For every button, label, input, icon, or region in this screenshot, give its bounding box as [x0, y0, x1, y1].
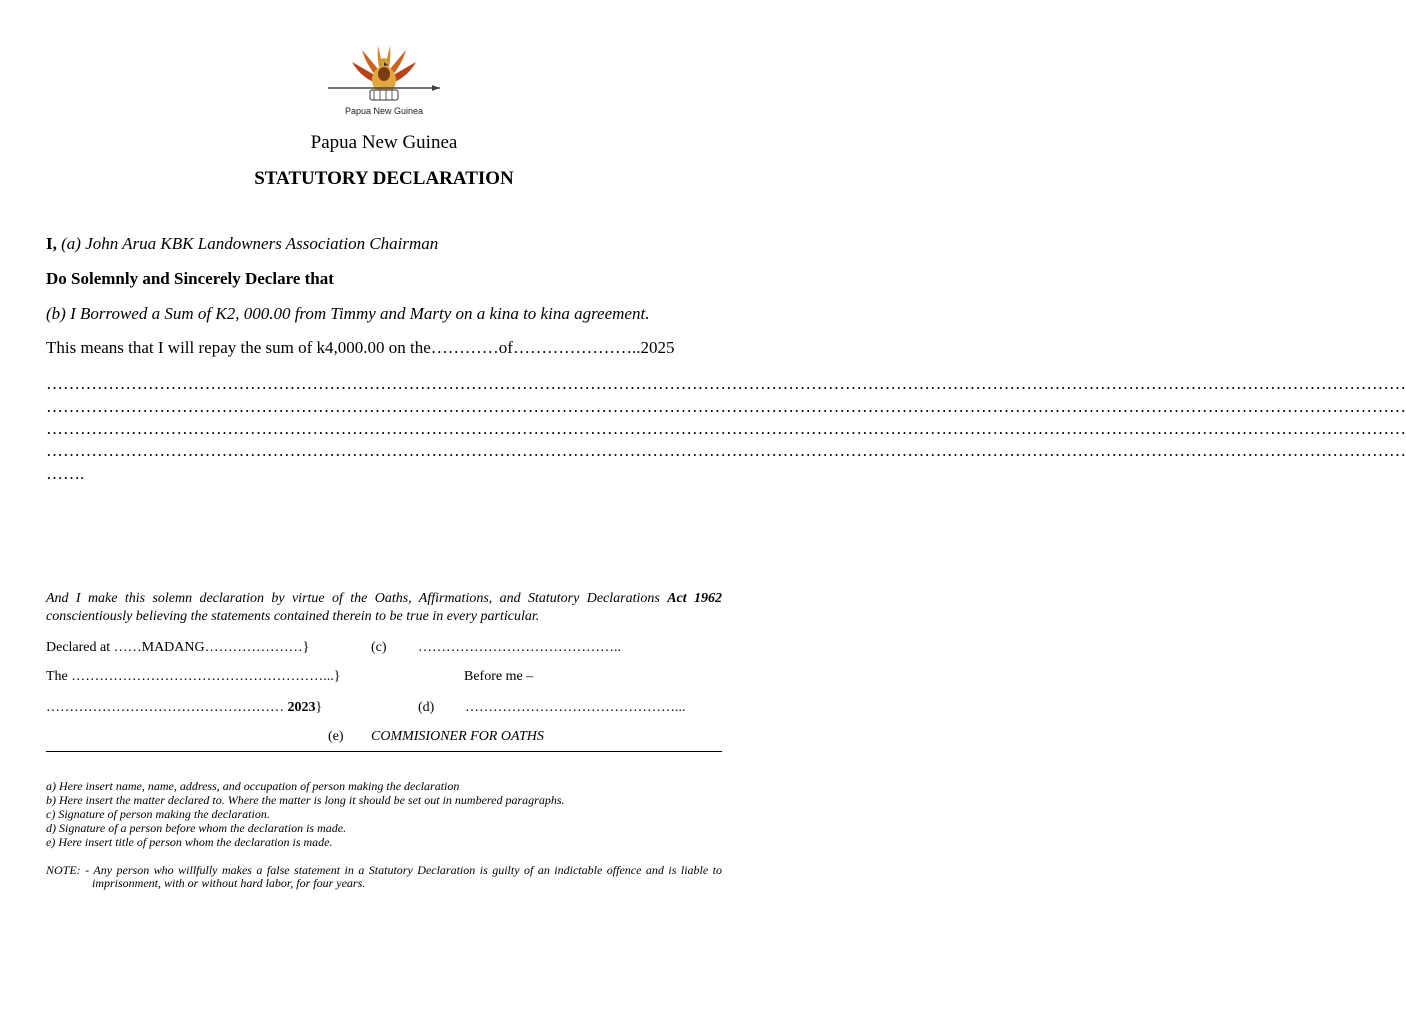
footnote: b) Here insert the matter declared to. Where the matter is long it should be set out in numbered paragraphs. [46, 793, 565, 807]
footnote: c) Signature of person making the declaration. [46, 807, 270, 821]
declarant-text: (a) John Arua KBK Landowners Association Chairman [61, 234, 439, 253]
commissioner-title: COMMISIONER FOR OATHS [371, 729, 544, 744]
year-line [46, 700, 322, 716]
divider [46, 751, 722, 752]
note-line-1: NOTE: - Any person who willfully makes a false statement in a Statutory Declaration is guilty of an indictable offence and is liable to [46, 863, 722, 877]
footnote: e) Here insert title of person whom the declaration is made. [46, 835, 333, 849]
footnotes [46, 779, 564, 849]
marker-e: (e) [328, 729, 344, 744]
year: 2023 [287, 700, 316, 715]
signature-d-dots: ………………………………………... [465, 700, 686, 715]
signature-c-dots: …………………………………….. [418, 640, 621, 655]
declared-matter: (b) I Borrowed a Sum of K2, 000.00 from Timmy and Marty on a kina to kina agreement. [46, 304, 650, 323]
legal-note [46, 864, 722, 890]
repayment-line: This means that I will repay the sum of k4,000.00 on the…………of…………………..2025 [46, 338, 675, 357]
note-line-2: imprisonment, with or without hard labor, for four years. [92, 876, 366, 890]
oath-act: Act 1962 [667, 591, 722, 606]
solemn-declare-line: Do Solemnly and Sincerely Declare that [46, 269, 334, 288]
emblem-caption: Papua New Guinea [344, 106, 424, 116]
document-title: STATUTORY DECLARATION [254, 168, 514, 189]
country-name: Papua New Guinea [310, 132, 458, 153]
dot-line: …………………………………………………………………………………………………………………………………………………………………………………………………………………… [46, 374, 1406, 393]
before-me: Before me – [464, 669, 534, 684]
dot-line: …………………………………………………………………………………………………………………………………………………………………………………………………………………… [46, 441, 1406, 460]
year-brace: } [315, 700, 323, 715]
dot-line: …………………………………………………………………………………………………………………………………………………………………………………………………………………… [46, 397, 1406, 416]
marker-c: (c) [371, 640, 387, 655]
footnote: a) Here insert name, name, address, and occupation of person making the declaration [46, 779, 460, 793]
declarant-line [46, 234, 438, 254]
oath-text-2: conscientiously believing the statements contained therein to be true in every particular. [46, 609, 540, 624]
declarant-prefix: I, [46, 234, 57, 253]
declared-at-line: Declared at ……MADANG…………………} [46, 640, 310, 655]
national-emblem [322, 40, 446, 120]
the-date-line: The ………………………………………………...} [46, 669, 341, 684]
oath-text-1: And I make this solemn declaration by virtue of the Oaths, Affirmations, and Statutory Declarations [46, 591, 668, 606]
year-dots: …………………………………………… [46, 700, 288, 715]
dot-line: …………………………………………………………………………………………………………………………………………………………………………………………………………………… [46, 419, 1406, 438]
footnote: d) Signature of a person before whom the declaration is made. [46, 821, 347, 835]
dot-line-end: ……. [46, 464, 85, 483]
oath-paragraph [46, 590, 722, 626]
marker-d: (d) [418, 700, 435, 715]
